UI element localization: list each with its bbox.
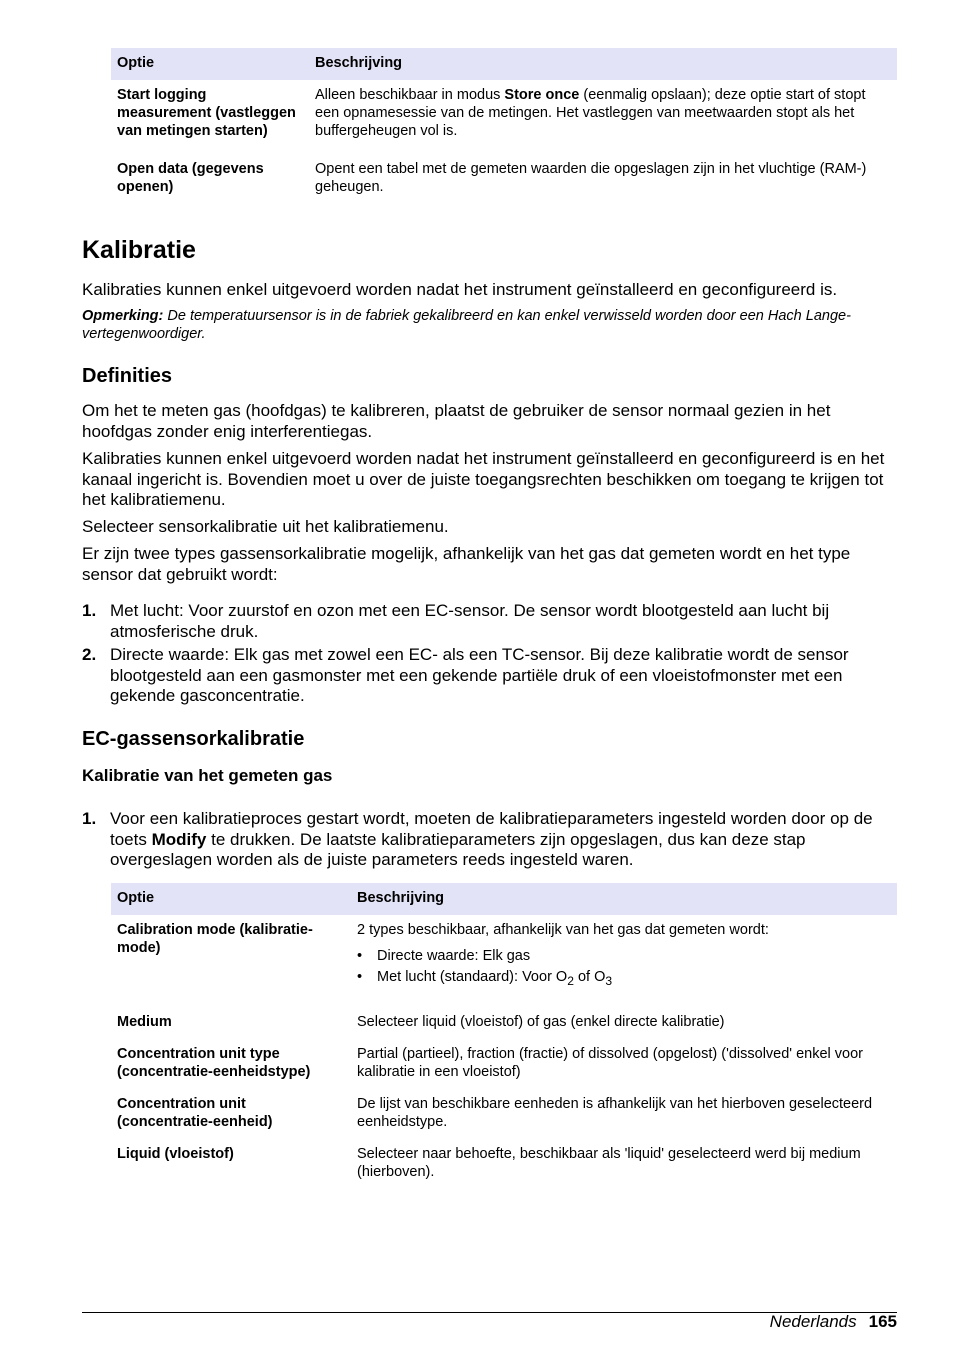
option-description: Selecteer naar behoefte, beschikbaar als 'liquid' geselecteerd werd bij medium (hierboven). xyxy=(357,1145,861,1180)
option-description: Opent een tabel met de gemeten waarden die opgeslagen zijn in het vluchtige (RAM-) geheugen. xyxy=(315,161,867,195)
table-row xyxy=(111,1007,897,1039)
list-item: 2. Directe waarde: Elk gas met zowel een EC- als een TC-sensor. Bij deze kalibratie wordt de sensor blootgesteld aan een gasmonster met een gekende partiële druk of een vloeistofmonster met een gekende gasconcentratie. xyxy=(82,645,849,705)
option-description: Selecteer liquid (vloeistof) of gas (enkel directe kalibratie) xyxy=(357,1013,725,1030)
option-name: Concentration unit type (concentratie-eenheidstype) xyxy=(117,1045,311,1080)
header-beschrijving: Beschrijving xyxy=(309,48,897,80)
heading-kalibratie-gemeten-gas: Kalibratie van het gemeten gas xyxy=(82,766,333,785)
table-row xyxy=(111,154,897,204)
paragraph: Om het te meten gas (hoofdgas) te kalibreren, plaatst de gebruiker de sensor normaal gezien in het hoofdgas zonder enig interferentiegas. xyxy=(82,401,831,441)
table-header-row xyxy=(111,48,897,80)
heading-definities: Definities xyxy=(82,365,173,387)
list-item: 1. Met lucht: Voor zuurstof en ozon met een EC-sensor. De sensor wordt blootgesteld aan lucht bij atmosferische druk. xyxy=(82,601,830,641)
options-table-calibration xyxy=(111,883,897,1189)
option-name: Liquid (vloeistof) xyxy=(117,1145,234,1162)
bullet-item: • Met lucht (standaard): Voor $O_2$ of $O_3$ xyxy=(357,968,891,990)
page-footer xyxy=(770,1312,897,1332)
heading-ec-gassensorkalibratie: EC-gassensorkalibratie xyxy=(82,728,305,750)
option-name: Medium xyxy=(117,1013,172,1030)
header-beschrijving: Beschrijving xyxy=(351,883,897,915)
table-row xyxy=(111,80,897,154)
header-optie: Optie xyxy=(111,48,309,80)
header-optie: Optie xyxy=(111,883,351,915)
table-row xyxy=(111,1089,897,1139)
option-description: 2 types beschikbaar, afhankelijk van het gas dat gemeten wordt: • Directe waarde: Elk gas • Met lucht (standaard): Voor $O_2$ of $O_3$ xyxy=(351,915,897,1007)
option-description: De lijst van beschikbare eenheden is afhankelijk van het hierboven geselecteerd eenheidstype. xyxy=(357,1095,873,1130)
paragraph: Er zijn twee types gassensorkalibratie mogelijk, afhankelijk van het gas dat gemeten wordt en het type sensor dat gebruikt wordt: xyxy=(82,544,851,584)
option-name: Calibration mode (kalibratie-mode) xyxy=(117,922,313,956)
kalibratie-intro: Kalibraties kunnen enkel uitgevoerd worden nadat het instrument geïnstalleerd en geconfigureerd is. xyxy=(82,280,838,299)
table-row xyxy=(111,1039,897,1089)
table-row xyxy=(111,1139,897,1189)
paragraph: Selecteer sensorkalibratie uit het kalibratiemenu. xyxy=(82,517,449,536)
table-row xyxy=(111,915,897,1007)
option-name: Open data (gegevens openen) xyxy=(117,161,264,195)
paragraph: Kalibraties kunnen enkel uitgevoerd worden nadat het instrument geïnstalleerd en geconfigureerd is en het kanaal ingericht is. Bovendien moet u over de juiste toegangsrechten beschikken om toegang te krijgen tot het kalibratiemenu. xyxy=(82,449,885,509)
page-number: 165 xyxy=(868,1312,897,1331)
note-label: Opmerking: xyxy=(82,308,164,324)
options-table-logging xyxy=(111,48,897,204)
option-name: Concentration unit (concentratie-eenheid) xyxy=(117,1095,273,1130)
option-name: Start logging measurement (vastleggen van metingen starten) xyxy=(117,87,296,139)
table-header-row xyxy=(111,883,897,915)
note: Opmerking: De temperatuursensor is in de fabriek gekalibreerd en kan enkel verwisseld worden door een Hach Lange-vertegenwoordiger. xyxy=(82,308,851,342)
bullet-list xyxy=(357,947,891,990)
footer-language: Nederlands xyxy=(769,1312,857,1331)
list-item: 1. Voor een kalibratieproces gestart wordt, moeten de kalibratieparameters ingesteld worden door op de toets Modify te drukken. De laatste kalibratieparameters zijn opgeslagen, dus kan deze stap overgeslagen worden als de juiste parameters reeds ingesteld waren. xyxy=(82,809,873,869)
option-description: Alleen beschikbaar in modus Store once (eenmalig opslaan); deze optie start of stopt een opnamesessie van de metingen. Het vastleggen van meetwaarden stopt als het buffergeheugen vol is. xyxy=(315,87,866,139)
option-description: Partial (partieel), fraction (fractie) of dissolved (opgelost) ('dissolved' enkel voor kalibratie in een vloeistof) xyxy=(357,1045,863,1080)
heading-kalibratie: Kalibratie xyxy=(82,236,196,264)
bullet-item: • Directe waarde: Elk gas xyxy=(357,947,891,965)
